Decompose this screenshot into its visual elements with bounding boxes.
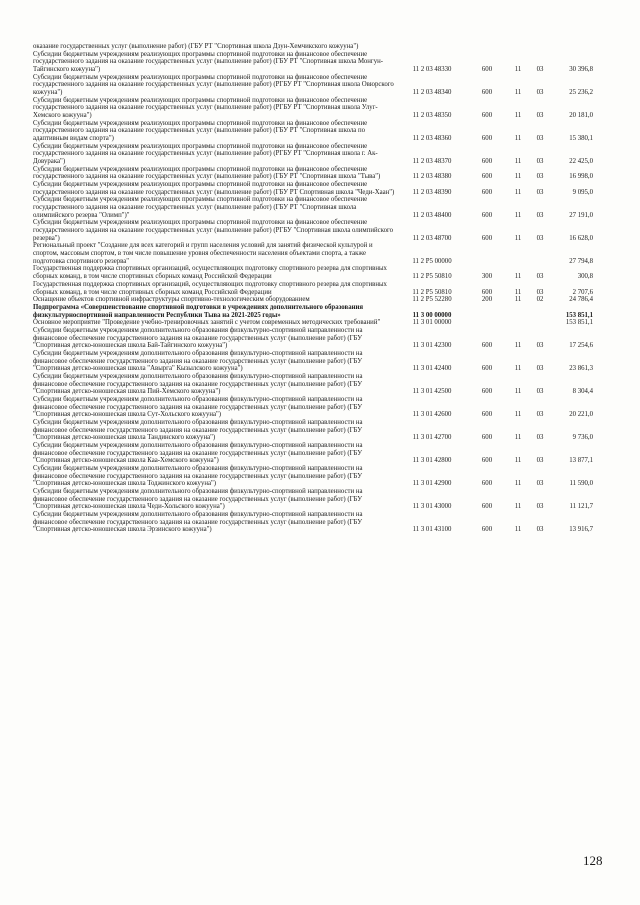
section-code: 11	[514, 434, 522, 442]
section-code: 11	[514, 158, 522, 166]
expense-type-code: 600	[481, 112, 493, 120]
row-description: Субсидии бюджетным учреждениям дополнительного образования физкультурно-спортивной направленности на финансовое обеспечение государственного задания на оказание государственных услуг (выполнение работ) (ГБУ "Спортивная детско-юношеская школа Пий-Хемского кожууна")	[33, 372, 363, 396]
target-article-code: 11 2 03 48340	[412, 89, 452, 97]
target-article-code: 11 2 P5 50810	[412, 288, 452, 296]
row-description: Субсидии бюджетным учреждениям дополнительного образования физкультурно-спортивной направленности на финансовое обеспечение государственного задания на оказание государственных услуг (выполнение работ) (ГБУ "Спортивная детско-юношеская школа "Авырга" Кызылского кожууна")	[33, 349, 363, 373]
target-article-code: 11 3 01 42700	[412, 434, 452, 442]
page-number: 128	[583, 853, 603, 868]
expense-type-code: 600	[481, 526, 493, 534]
subsection-code: 03	[536, 135, 544, 143]
row-description: Субсидии бюджетным учреждениям реализующих программы спортивной подготовки на финансовое обеспечение государственного задания на оказание государственных услуг (выполнение работ) (РГБУ РТ "Спортивная школа г. Ак-Довурака")	[33, 142, 378, 166]
expense-type-code: 600	[481, 411, 493, 419]
target-article-code: 11 2 03 48380	[412, 173, 452, 181]
amount-value: 11 121,7	[569, 503, 593, 511]
row-description: Субсидии бюджетным учреждениям дополнительного образования физкультурно-спортивной направленности на финансовое обеспечение государственного задания на оказание государственных услуг (выполнение работ) (ГБУ "Спортивная детско-юношеская школа Каа-Хемского кожууна")	[33, 441, 363, 465]
target-article-code: 11 2 03 48360	[412, 135, 452, 143]
subsection-code: 03	[536, 273, 544, 281]
section-code: 11	[514, 288, 522, 296]
table-row	[33, 488, 593, 511]
expense-type-code: 600	[481, 388, 493, 396]
subsection-code: 03	[536, 288, 544, 296]
table-row	[33, 419, 593, 442]
amount-value: 13 877,1	[569, 457, 593, 465]
target-article-code: 11 3 01 42300	[412, 342, 452, 350]
target-article-code: 11 2 P5 50810	[412, 273, 452, 281]
section-code: 11	[514, 296, 522, 304]
expense-type-code: 200	[481, 296, 493, 304]
target-article-code: 11 3 00 00000	[412, 311, 452, 319]
row-description: Субсидии бюджетным учреждениям реализующих программы спортивной подготовки на финансовое обеспечение государственного задания на оказание государственных услуг (выполнение работ) (РГБУ РТ "Спортивная школа Овюрского кожууна")	[33, 73, 394, 97]
section-code	[507, 242, 529, 265]
table-row	[33, 396, 593, 419]
subsection-code	[529, 304, 551, 319]
section-code: 11	[514, 188, 522, 196]
subsection-code: 03	[536, 234, 544, 242]
subsection-code: 03	[536, 112, 544, 120]
subsection-code: 03	[536, 173, 544, 181]
row-description: Субсидии бюджетным учреждениям дополнительного образования физкультурно-спортивной направленности на финансовое обеспечение государственного задания на оказание государственных услуг (выполнение работ) (ГБУ "Спортивная детско-юношеская школа Чеди-Хольского кожууна")	[33, 487, 363, 511]
amount-value: 27 191,0	[569, 211, 593, 219]
amount-value: 11 590,0	[569, 480, 593, 488]
amount-value: 13 916,7	[569, 526, 593, 534]
section-code: 11	[514, 173, 522, 181]
target-article-code: 11 2 03 48700	[412, 234, 452, 242]
table-row	[33, 465, 593, 488]
subsection-code: 03	[536, 480, 544, 488]
budget-table	[33, 43, 593, 534]
amount-value: 30 396,8	[569, 66, 593, 74]
amount-value: 20 221,0	[569, 411, 593, 419]
row-description: Субсидии бюджетным учреждениям реализующих программы спортивной подготовки на финансовое обеспечение государственного задания на оказание государственных услуг (выполнение работ) (ГБУ РТ "Спортивная школа по адаптивным видам спорта")	[33, 119, 368, 143]
subsection-code	[529, 319, 551, 327]
table-row	[33, 265, 593, 280]
amount-value	[551, 43, 593, 51]
expense-type-code: 600	[481, 480, 493, 488]
expense-type-code: 600	[481, 503, 493, 511]
row-description: Субсидии бюджетным учреждениям реализующих программы спортивной подготовки на финансовое обеспечение государственного задания на оказание государственных услуг (выполнение работ) (ГБУ РТ Спортивная школа "Чеди-Хаан")	[33, 181, 395, 196]
target-article-code	[397, 43, 467, 51]
table-row	[33, 350, 593, 373]
amount-value: 8 304,4	[572, 388, 593, 396]
row-description: Субсидии бюджетным учреждениям реализующих программы спортивной подготовки на финансовое обеспечение государственного задания на оказание государственных услуг (выполнение работ) (РГБУ "Спортивная школа олимпийского резерва")	[33, 219, 394, 242]
target-article-code: 11 3 01 43000	[412, 503, 452, 511]
section-code: 11	[514, 211, 522, 219]
amount-value: 24 786,4	[569, 296, 593, 304]
table-row	[33, 281, 593, 296]
amount-value: 25 236,2	[569, 89, 593, 97]
table-row	[33, 327, 593, 350]
subsection-code: 03	[536, 211, 544, 219]
table-row	[33, 196, 593, 219]
subsection-code: 02	[536, 296, 544, 304]
subsection-code	[529, 242, 551, 265]
expense-type-code	[467, 304, 507, 319]
row-description: Субсидии бюджетным учреждениям дополнительного образования физкультурно-спортивной направленности на финансовое обеспечение государственного задания на оказание государственных услуг (выполнение работ) (ГБУ "Спортивная детско-юношеская школа Тоджинского кожууна")	[33, 464, 363, 488]
amount-value: 153 851,1	[565, 311, 593, 319]
expense-type-code: 600	[481, 89, 493, 97]
subsection-code: 03	[536, 89, 544, 97]
row-description: Подпрограмма «Совершенствование спортивной подготовки в учреждениях дополнительного образования физкультурноспортивной направленности Республики Тыва на 2021-2025 годы»	[33, 303, 364, 319]
section-code: 11	[514, 526, 522, 534]
subsection-code: 03	[536, 365, 544, 373]
target-article-code: 11 2 03 48390	[412, 188, 452, 196]
expense-type-code: 600	[481, 457, 493, 465]
section-code: 11	[514, 388, 522, 396]
table-row	[33, 143, 593, 166]
subsection-code: 03	[536, 457, 544, 465]
row-description: Субсидии бюджетным учреждениям дополнительного образования физкультурно-спортивной направленности на финансовое обеспечение государственного задания на оказание государственных услуг (выполнение работ) (ГБУ "Спортивная детско-юношеская школа Тандинского кожууна")	[33, 418, 363, 442]
row-description: Государственная поддержка спортивных организаций, осуществляющих подготовку спортивного резерва для спортивных сборных команд, в том числе спортивных сборных команд Российской Федерации	[33, 265, 387, 281]
amount-value: 23 861,3	[569, 365, 593, 373]
target-article-code: 11 2 P5 00000	[412, 257, 452, 265]
row-description: Субсидии бюджетным учреждениям дополнительного образования физкультурно-спортивной направленности на финансовое обеспечение государственного задания на оказание государственных услуг (выполнение работ) (ГБУ "Спортивная детско-юношеская школа Сут-Хольского кожууна")	[33, 395, 363, 419]
amount-value: 9 736,0	[572, 434, 593, 442]
expense-type-code: 600	[481, 135, 493, 143]
amount-value: 153 851,1	[565, 319, 593, 327]
amount-value: 300,8	[577, 273, 593, 281]
row-description: Региональный проект "Создание для всех категорий и групп населения условий для занятий физической культурой и спортом, массовым спортом, в том числе повышение уровня обеспеченности населения объектами спорта, а также подготовка спортивного резерва"	[33, 242, 373, 265]
expense-type-code: 600	[481, 188, 493, 196]
row-description: Субсидии бюджетным учреждениям дополнительного образования физкультурно-спортивной направленности на финансовое обеспечение государственного задания на оказание государственных услуг (выполнение работ) (ГБУ "Спортивная детско-юношеская школа Бай-Тайгинского кожууна")	[33, 326, 363, 350]
subsection-code: 03	[536, 188, 544, 196]
expense-type-code: 600	[481, 173, 493, 181]
target-article-code: 11 3 01 43100	[412, 526, 452, 534]
subsection-code	[529, 43, 551, 51]
table-row	[33, 319, 593, 327]
table-row	[33, 304, 593, 319]
section-code	[507, 304, 529, 319]
row-description: Основное мероприятие "Проведение учебно-тренировочных занятий с учетом современных методических требований"	[33, 319, 381, 327]
row-description: Субсидии бюджетным учреждениям реализующих программы спортивной подготовки на финансовое обеспечение государственного задания на оказание государственных услуг (выполнение работ) (ГБУ РТ "Спортивная школа "Тыва")	[33, 165, 381, 181]
subsection-code: 03	[536, 342, 544, 350]
target-article-code: 11 3 01 42800	[412, 457, 452, 465]
target-article-code: 11 3 01 42600	[412, 411, 452, 419]
target-article-code: 11 2 P5 52280	[412, 296, 452, 304]
row-description: Оснащение объектов спортивной инфраструктуры спортивно-технологическим оборудованием	[33, 296, 310, 304]
amount-value: 20 181,0	[569, 112, 593, 120]
section-code: 11	[514, 457, 522, 465]
section-code: 11	[514, 273, 522, 281]
table-row	[33, 166, 593, 181]
table-row	[33, 51, 593, 74]
section-code: 11	[514, 112, 522, 120]
expense-type-code: 600	[481, 234, 493, 242]
amount-value: 27 794,8	[569, 257, 593, 265]
section-code: 11	[514, 503, 522, 511]
amount-value: 9 095,0	[572, 188, 593, 196]
section-code	[507, 43, 529, 51]
row-description: Государственная поддержка спортивных организаций, осуществляющих подготовку спортивного резерва для спортивных сборных команд, в том числе спортивных сборных команд Российской Федерации	[33, 280, 387, 296]
target-article-code: 11 3 01 42400	[412, 365, 452, 373]
section-code: 11	[514, 365, 522, 373]
section-code: 11	[514, 234, 522, 242]
table-row	[33, 219, 593, 242]
target-article-code: 11 2 03 48330	[412, 66, 452, 74]
subsection-code: 03	[536, 434, 544, 442]
section-code: 11	[514, 411, 522, 419]
table-row	[33, 511, 593, 534]
table-row	[33, 296, 593, 304]
expense-type-code	[467, 319, 507, 327]
section-code: 11	[514, 135, 522, 143]
budget-table-body	[33, 43, 593, 534]
amount-value: 15 380,1	[569, 135, 593, 143]
table-row	[33, 97, 593, 120]
expense-type-code: 600	[481, 434, 493, 442]
expense-type-code: 600	[481, 66, 493, 74]
target-article-code: 11 2 03 48370	[412, 158, 452, 166]
subsection-code: 03	[536, 411, 544, 419]
subsection-code: 03	[536, 526, 544, 534]
row-description: Субсидии бюджетным учреждениям реализующих программы спортивной подготовки на финансовое обеспечение государственного задания на оказание государственных услуг (выполнение работ) (РГБУ РТ "Спортивная школа Улуг-Хемского кожууна")	[33, 96, 378, 120]
section-code	[507, 319, 529, 327]
expense-type-code: 600	[481, 211, 493, 219]
expense-type-code: 600	[481, 342, 493, 350]
target-article-code: 11 2 03 48400	[412, 211, 452, 219]
expense-type-code	[467, 242, 507, 265]
table-row	[33, 43, 593, 51]
section-code: 11	[514, 89, 522, 97]
table-row	[33, 373, 593, 396]
target-article-code: 11 2 03 48350	[412, 112, 452, 120]
table-row	[33, 120, 593, 143]
subsection-code: 03	[536, 503, 544, 511]
target-article-code: 11 3 01 42500	[412, 388, 452, 396]
table-row	[33, 74, 593, 97]
amount-value: 2 707,6	[572, 288, 593, 296]
subsection-code: 03	[536, 388, 544, 396]
expense-type-code: 600	[481, 158, 493, 166]
amount-value: 16 628,0	[569, 234, 593, 242]
target-article-code: 11 3 01 42900	[412, 480, 452, 488]
section-code: 11	[514, 480, 522, 488]
subsection-code: 03	[536, 66, 544, 74]
expense-type-code: 300	[481, 273, 493, 281]
table-row	[33, 442, 593, 465]
amount-value: 16 998,0	[569, 173, 593, 181]
expense-type-code: 600	[481, 365, 493, 373]
expense-type-code	[467, 43, 507, 51]
row-description: Субсидии бюджетным учреждениям дополнительного образования физкультурно-спортивной направленности на финансовое обеспечение государственного задания на оказание государственных услуг (выполнение работ) (ГБУ "Спортивная детско-юношеская школа Эрзинского кожууна")	[33, 510, 363, 534]
row-description: оказание государственных услуг (выполнение работ) (ГБУ РТ "Спортивная школа Дзун-Хемчикского кожууна")	[33, 43, 359, 50]
expense-type-code: 600	[481, 288, 493, 296]
amount-value: 22 425,0	[569, 158, 593, 166]
row-description: Субсидии бюджетным учреждениям реализующих программы спортивной подготовки на финансовое обеспечение государственного задания на оказание государственных услуг (выполнение работ) (ГБУ РТ "Спортивная школа олимпийского резерва "Олимп")"	[33, 196, 368, 219]
section-code: 11	[514, 342, 522, 350]
target-article-code: 11 3 01 00000	[412, 319, 452, 327]
table-row	[33, 181, 593, 196]
table-row	[33, 242, 593, 265]
amount-value: 17 254,6	[569, 342, 593, 350]
row-description: Субсидии бюджетным учреждениям реализующих программы спортивной подготовки на финансовое обеспечение государственного задания на оказание государственных услуг (выполнение работ) (ГБУ РТ "Спортивная школа Монгун-Тайгинского кожууна")	[33, 50, 383, 74]
section-code: 11	[514, 66, 522, 74]
subsection-code: 03	[536, 158, 544, 166]
